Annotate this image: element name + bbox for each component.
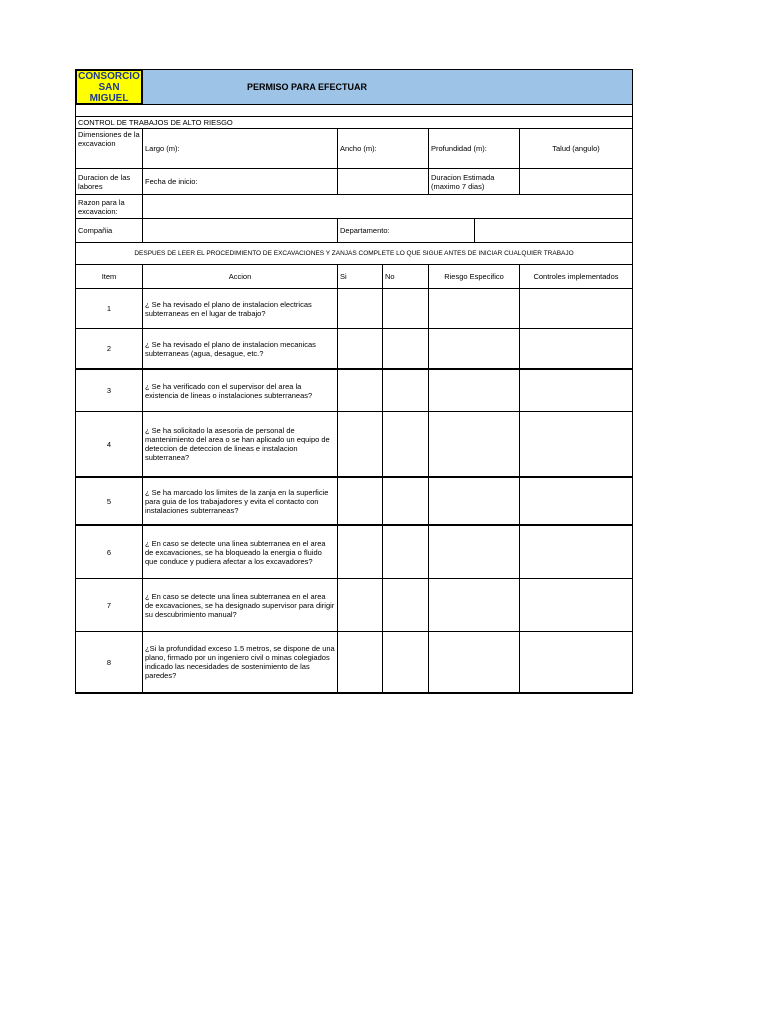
razon-value[interactable] bbox=[143, 195, 633, 219]
largo-field[interactable]: Largo (m): bbox=[143, 129, 338, 169]
ancho-field[interactable]: Ancho (m): bbox=[338, 129, 429, 169]
row-action: ¿ Se ha revisado el plano de instalacion mecanicas subterraneas (agua, desague, etc.? bbox=[143, 329, 338, 370]
row-action: ¿ Se ha verificado con el supervisor del area la existencia de lineas o instalaciones subterraneas? bbox=[143, 370, 338, 412]
row-action: ¿ Se ha marcado los limites de la zanja en la superficie para guia de los trabajadores y evita el contacto con instalaciones subterraneas? bbox=[143, 478, 338, 526]
row-riesgo[interactable] bbox=[429, 478, 520, 526]
logo-line-2: SAN MIGUEL bbox=[89, 81, 129, 104]
row-riesgo[interactable] bbox=[429, 370, 520, 412]
row-si[interactable] bbox=[338, 370, 383, 412]
compania-label: Compañia bbox=[75, 219, 143, 243]
talud-field[interactable]: Talud (angulo) bbox=[520, 129, 633, 169]
row-controles[interactable] bbox=[520, 579, 633, 632]
row-controles[interactable] bbox=[520, 526, 633, 579]
company-row bbox=[75, 219, 633, 243]
section-title-row bbox=[75, 117, 633, 129]
col-header-controles: Controles implementados bbox=[520, 265, 633, 289]
form-title: PERMISO PARA EFECTUAR bbox=[143, 69, 633, 105]
section-title: CONTROL DE TRABAJOS DE ALTO RIESGO bbox=[75, 117, 633, 129]
row-item: 3 bbox=[75, 370, 143, 412]
duracion-estimada-value[interactable] bbox=[520, 169, 633, 195]
duracion-label: Duracion de las labores bbox=[75, 169, 143, 195]
duracion-estimada-label: Duracion Estimada (maximo 7 dias) bbox=[429, 169, 520, 195]
row-no[interactable] bbox=[383, 478, 429, 526]
spacer-cell bbox=[75, 105, 633, 117]
row-riesgo[interactable] bbox=[429, 412, 520, 478]
row-si[interactable] bbox=[338, 526, 383, 579]
table-row bbox=[75, 289, 633, 329]
row-controles[interactable] bbox=[520, 412, 633, 478]
row-no[interactable] bbox=[383, 579, 429, 632]
row-riesgo[interactable] bbox=[429, 526, 520, 579]
profundidad-field[interactable]: Profundidad (m): bbox=[429, 129, 520, 169]
row-item: 7 bbox=[75, 579, 143, 632]
table-row bbox=[75, 412, 633, 478]
row-si[interactable] bbox=[338, 478, 383, 526]
row-no[interactable] bbox=[383, 329, 429, 370]
row-controles[interactable] bbox=[520, 478, 633, 526]
fecha-inicio-value[interactable] bbox=[338, 169, 429, 195]
row-no[interactable] bbox=[383, 370, 429, 412]
row-item: 6 bbox=[75, 526, 143, 579]
row-no[interactable] bbox=[383, 289, 429, 329]
table-row bbox=[75, 632, 633, 694]
row-action: ¿ Se ha revisado el plano de instalacion electricas subterraneas en el lugar de trabajo? bbox=[143, 289, 338, 329]
company-logo bbox=[75, 69, 143, 105]
row-riesgo[interactable] bbox=[429, 632, 520, 694]
col-header-item: Item bbox=[75, 265, 143, 289]
row-action: ¿ En caso se detecte una linea subterranea en el area de excavaciones, se ha bloqueado la energia o fluido que conduce y pudiera afectar a los excavadores? bbox=[143, 526, 338, 579]
notice-row bbox=[75, 243, 633, 265]
row-riesgo[interactable] bbox=[429, 579, 520, 632]
row-no[interactable] bbox=[383, 632, 429, 694]
logo-line-1: CONSORCIO bbox=[78, 70, 140, 82]
table-row bbox=[75, 478, 633, 526]
row-si[interactable] bbox=[338, 289, 383, 329]
col-header-si: Si bbox=[338, 265, 383, 289]
row-controles[interactable] bbox=[520, 370, 633, 412]
row-item: 1 bbox=[75, 289, 143, 329]
dimensions-label: Dimensiones de la excavacion bbox=[75, 129, 143, 169]
row-no[interactable] bbox=[383, 412, 429, 478]
row-action: ¿ Se ha solicitado la asesoria de personal de mantenimiento del area o se han aplicado un equipo de deteccion de deteccion de lineas e instalacion subterranea? bbox=[143, 412, 338, 478]
col-header-no: No bbox=[383, 265, 429, 289]
table-row bbox=[75, 329, 633, 370]
row-item: 5 bbox=[75, 478, 143, 526]
row-controles[interactable] bbox=[520, 329, 633, 370]
col-header-riesgo: Riesgo Especifico bbox=[429, 265, 520, 289]
col-header-accion: Accion bbox=[143, 265, 338, 289]
row-riesgo[interactable] bbox=[429, 329, 520, 370]
row-item: 8 bbox=[75, 632, 143, 694]
row-si[interactable] bbox=[338, 329, 383, 370]
departamento-label: Departamento: bbox=[338, 219, 475, 243]
table-header-row bbox=[75, 265, 633, 289]
row-no[interactable] bbox=[383, 526, 429, 579]
spacer-row bbox=[75, 105, 633, 117]
table-row bbox=[75, 370, 633, 412]
table-row bbox=[75, 526, 633, 579]
dimensions-row bbox=[75, 129, 633, 169]
row-action: ¿Si la profundidad exceso 1.5 metros, se dispone de una plano, firmado por un ingeniero civil o minas colegiados indicado las necesidades de sostenimiento de las paredes? bbox=[143, 632, 338, 694]
row-si[interactable] bbox=[338, 579, 383, 632]
duration-row bbox=[75, 169, 633, 195]
fecha-inicio-field[interactable]: Fecha de inicio: bbox=[143, 169, 338, 195]
row-controles[interactable] bbox=[520, 289, 633, 329]
departamento-value[interactable] bbox=[475, 219, 633, 243]
permit-form bbox=[75, 69, 633, 694]
header-row bbox=[75, 69, 633, 105]
row-si[interactable] bbox=[338, 412, 383, 478]
row-item: 4 bbox=[75, 412, 143, 478]
compania-value[interactable] bbox=[143, 219, 338, 243]
row-controles[interactable] bbox=[520, 632, 633, 694]
notice-text: DESPUES DE LEER EL PROCEDIMIENTO DE EXCAVACIONES Y ZANJAS COMPLETE LO QUE SIGUE ANTES DE INICIAR CUALQUIER TRABAJO bbox=[75, 243, 633, 265]
reason-row bbox=[75, 195, 633, 219]
row-si[interactable] bbox=[338, 632, 383, 694]
row-action: ¿ En caso se detecte una linea subterranea en el area de excavaciones, se ha designado supervisor para dirigir su descubrimiento manual? bbox=[143, 579, 338, 632]
row-riesgo[interactable] bbox=[429, 289, 520, 329]
table-row bbox=[75, 579, 633, 632]
row-item: 2 bbox=[75, 329, 143, 370]
razon-label: Razon para la excavacion: bbox=[75, 195, 143, 219]
